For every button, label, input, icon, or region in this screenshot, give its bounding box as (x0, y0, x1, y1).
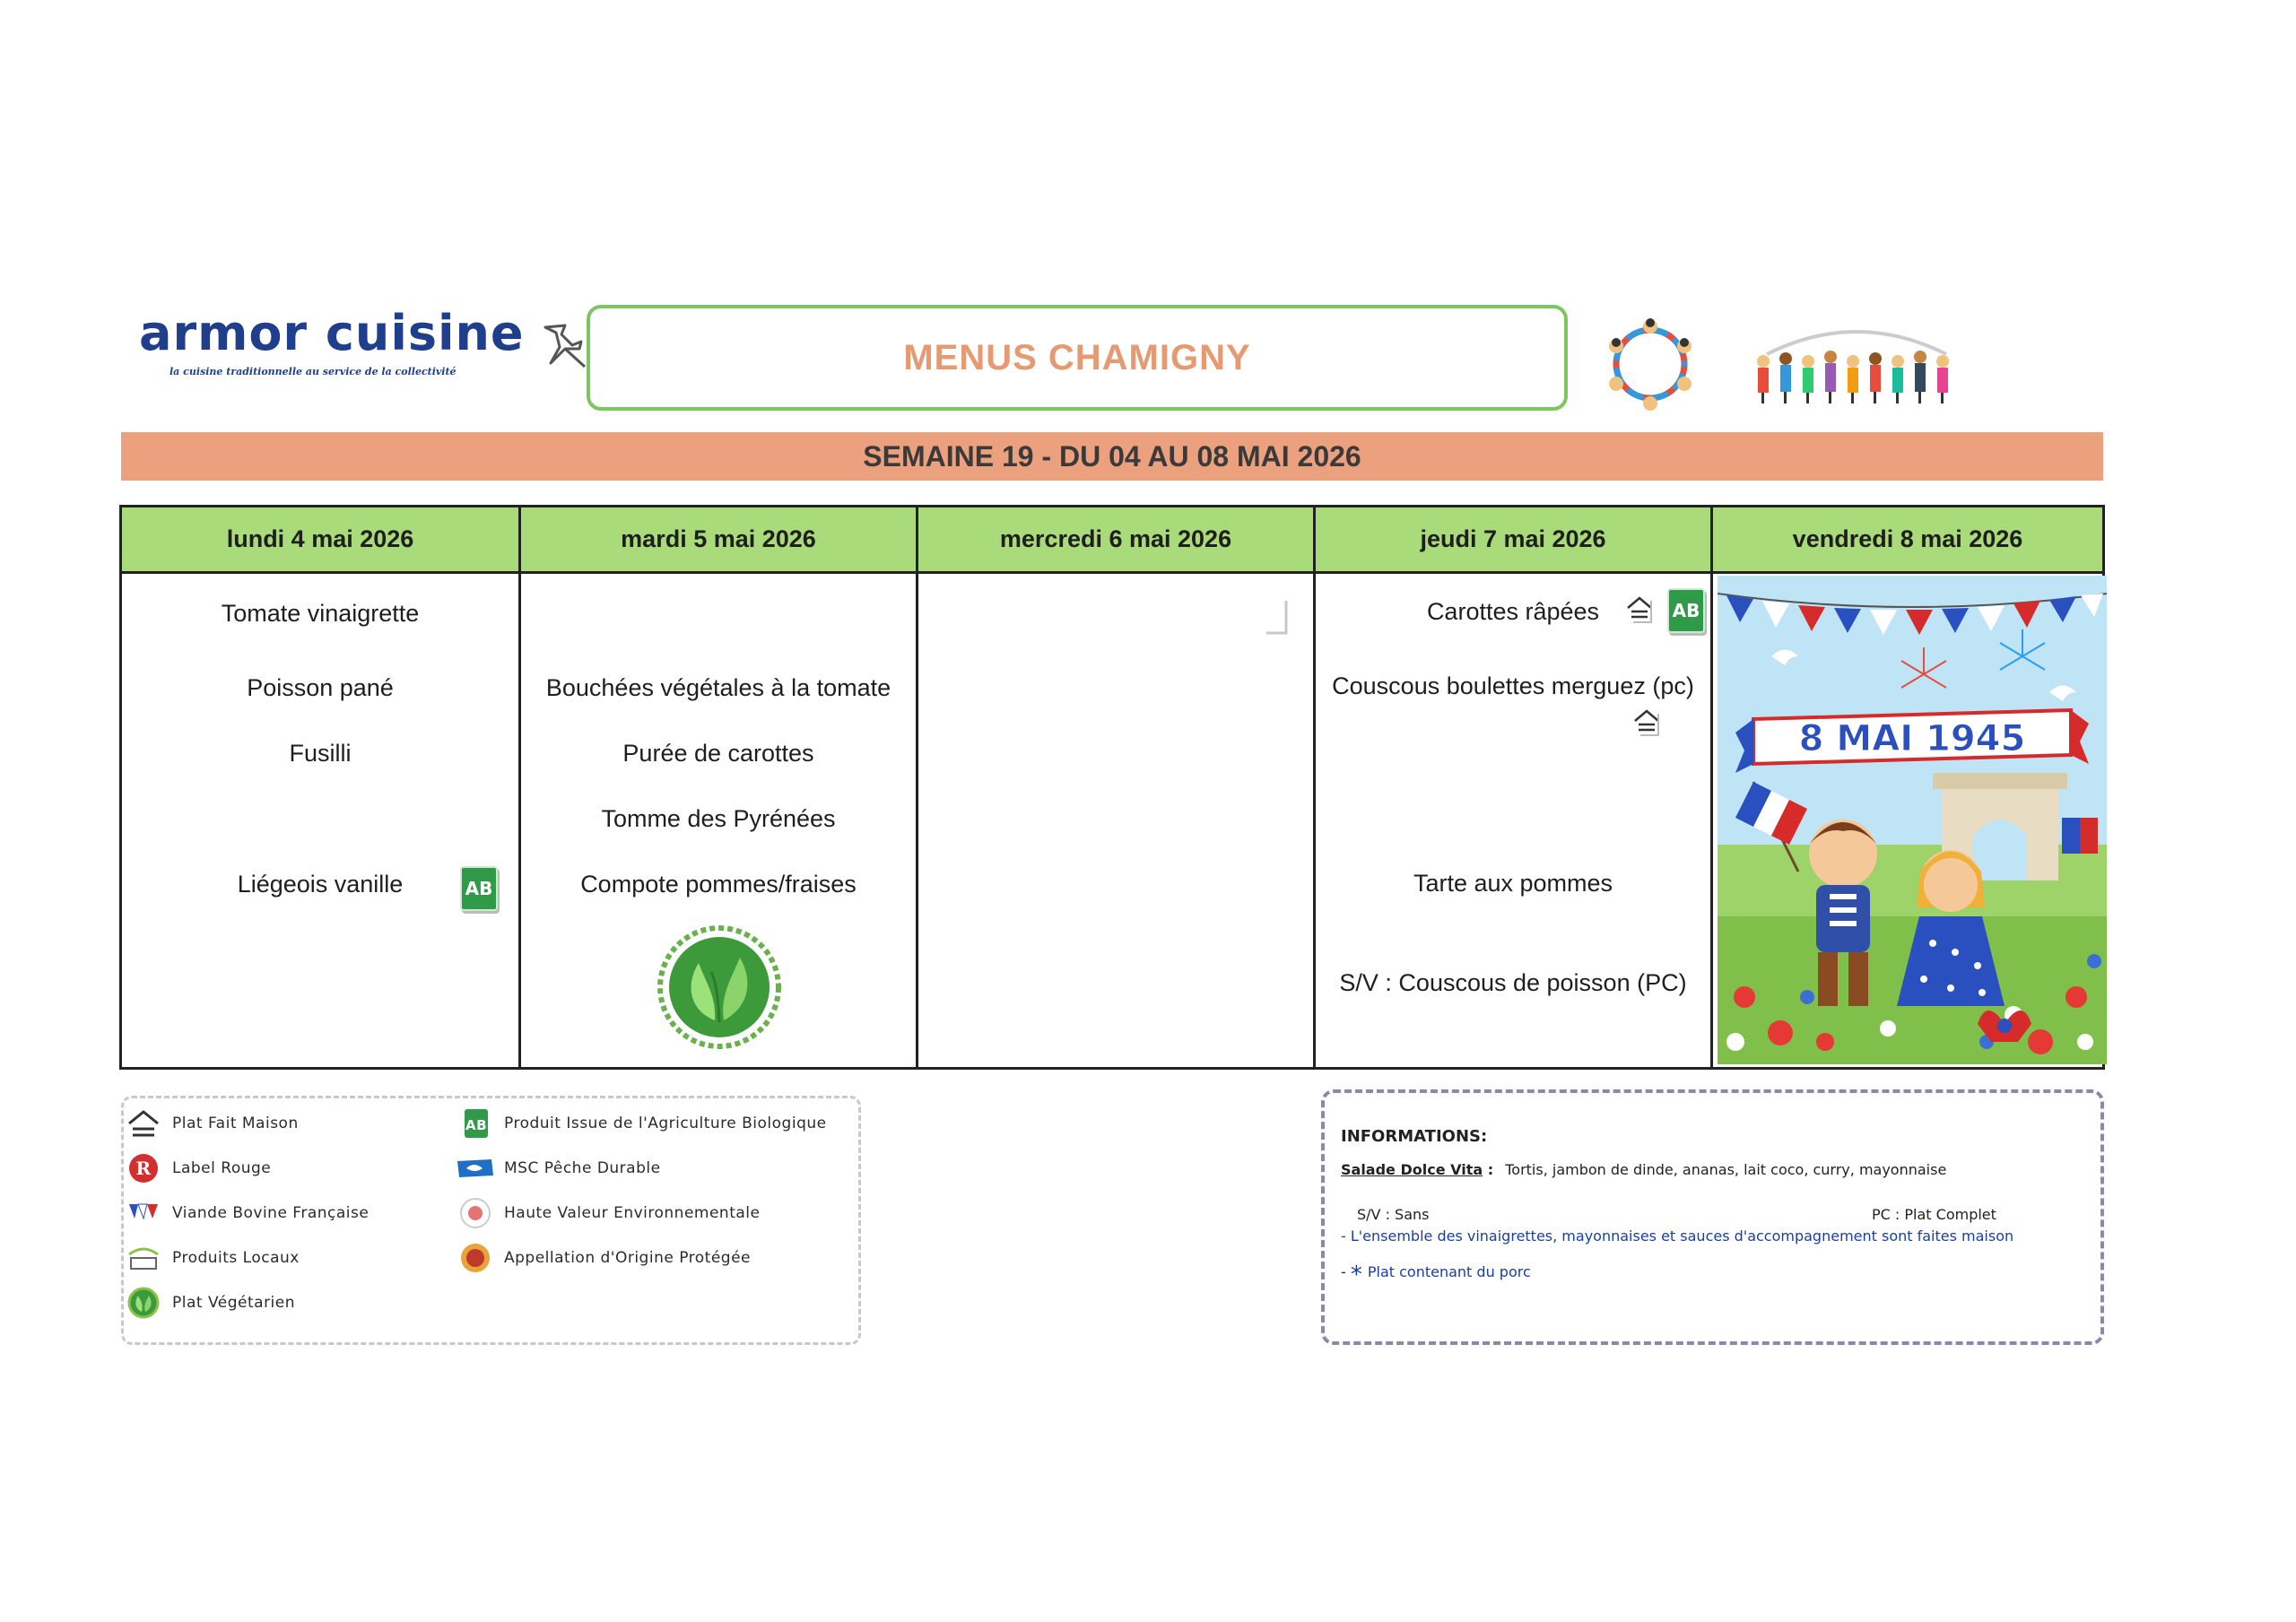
poster-title: 8 MAI 1945 (1798, 718, 2026, 759)
dish-substitute: S/V : Couscous de poisson (PC) (1339, 969, 1687, 996)
kids-circle-illustration (1596, 314, 1704, 414)
legend-item (456, 1106, 827, 1141)
week-label: SEMAINE 19 - DU 04 AU 08 MAI 2026 (863, 439, 1361, 473)
children-group-illustration (1749, 318, 1964, 408)
legend-item (456, 1150, 661, 1186)
ab-icon (456, 1106, 495, 1141)
dish-cheese: Tomme des Pyrénées (601, 805, 836, 832)
legend-item (456, 1240, 751, 1276)
local-products-icon (124, 1240, 163, 1276)
dish-dessert: Liégeois vanille (237, 871, 404, 898)
day-column-tuesday (521, 507, 918, 1067)
sauces-note: - L'ensemble des vinaigrettes, mayonnaises et sauces d'accompagnement sont faites maison (1341, 1227, 2014, 1245)
victory-day-poster (1718, 576, 2107, 1064)
sv-definition: S/V : Sans (1357, 1206, 1430, 1223)
dish-main: Bouchées végétales à la tomate (545, 674, 891, 701)
pork-note (1341, 1256, 1531, 1288)
info-box (1321, 1089, 2104, 1345)
day-header: lundi 4 mai 2026 (122, 507, 518, 574)
legend-item (124, 1106, 299, 1141)
vegetarian-icon (124, 1285, 163, 1321)
legend-item (124, 1240, 300, 1276)
legend-item (456, 1195, 760, 1231)
day-header: vendredi 8 mai 2026 (1713, 507, 2102, 574)
svg-text:R: R (135, 1158, 152, 1179)
legend-label: MSC Pêche Durable (504, 1159, 661, 1177)
house-icon (1624, 594, 1655, 624)
info-title: INFORMATIONS: (1341, 1127, 1488, 1146)
salad-info (1341, 1161, 1946, 1178)
aop-icon (456, 1240, 495, 1276)
title-box (587, 305, 1568, 411)
day-column-monday (122, 507, 521, 1067)
legend (121, 1096, 861, 1345)
salad-description: Tortis, jambon de dinde, ananas, lait coco, curry, mayonnaise (1505, 1161, 1947, 1178)
page-title: MENUS CHAMIGNY (903, 337, 1251, 377)
salad-colon: : (1483, 1161, 1494, 1178)
dish-main: Couscous boulettes merguez (pc) (1332, 672, 1694, 699)
legend-label: Appellation d'Origine Protégée (504, 1249, 752, 1267)
pork-note-dash: - (1341, 1263, 1351, 1280)
dish-dessert: Tarte aux pommes (1413, 870, 1613, 897)
brand-name: armor cuisine (139, 305, 525, 361)
label-rouge-icon (124, 1150, 163, 1186)
legend-label: Plat Végétarien (172, 1294, 296, 1312)
house-icon (124, 1106, 163, 1141)
organic-ab-icon: AB (460, 866, 498, 911)
empty-placeholder-mark (1263, 597, 1290, 638)
legend-label: Haute Valeur Environnementale (504, 1204, 761, 1222)
vegetarian-icon (652, 920, 787, 1054)
dish-starter: Carottes râpées (1426, 598, 1600, 625)
dish-starter: Tomate vinaigrette (221, 600, 420, 627)
day-header: jeudi 7 mai 2026 (1316, 507, 1710, 574)
house-icon (1631, 707, 1662, 737)
vbf-icon (124, 1195, 163, 1231)
day-header: mardi 5 mai 2026 (521, 507, 916, 574)
salad-name: Salade Dolce Vita (1341, 1161, 1483, 1178)
day-column-wednesday (918, 507, 1316, 1067)
pushpin-icon (538, 318, 592, 372)
day-header: mercredi 6 mai 2026 (918, 507, 1313, 574)
menu-table (119, 505, 2105, 1070)
pork-star-icon: * (1350, 1262, 1362, 1288)
pork-note-text: Plat contenant du porc (1367, 1263, 1531, 1280)
dish-dessert: Compote pommes/fraises (580, 871, 857, 898)
day-column-thursday (1316, 507, 1713, 1067)
legend-item (124, 1150, 271, 1186)
pc-definition: PC : Plat Complet (1872, 1206, 1996, 1223)
day-column-friday (1713, 507, 2102, 1067)
dish-side: Fusilli (289, 740, 352, 767)
organic-ab-icon: AB (1667, 588, 1705, 633)
dish-side: Purée de carottes (622, 740, 814, 767)
hve-icon (456, 1195, 495, 1231)
brand-tagline: la cuisine traditionnelle au service de la collectivité (170, 366, 457, 377)
dish-main: Poisson pané (247, 674, 394, 701)
week-banner (121, 432, 2103, 481)
msc-icon (456, 1150, 495, 1186)
legend-label: Produit Issue de l'Agriculture Biologique (504, 1115, 827, 1132)
svg-text:AB: AB (465, 1117, 488, 1133)
legend-item (124, 1195, 369, 1231)
legend-label: Plat Fait Maison (172, 1115, 299, 1132)
brand-logo (139, 305, 525, 377)
legend-label: Viande Bovine Française (172, 1204, 370, 1222)
legend-label: Label Rouge (172, 1159, 272, 1177)
legend-item (124, 1285, 295, 1321)
legend-label: Produits Locaux (172, 1249, 300, 1267)
